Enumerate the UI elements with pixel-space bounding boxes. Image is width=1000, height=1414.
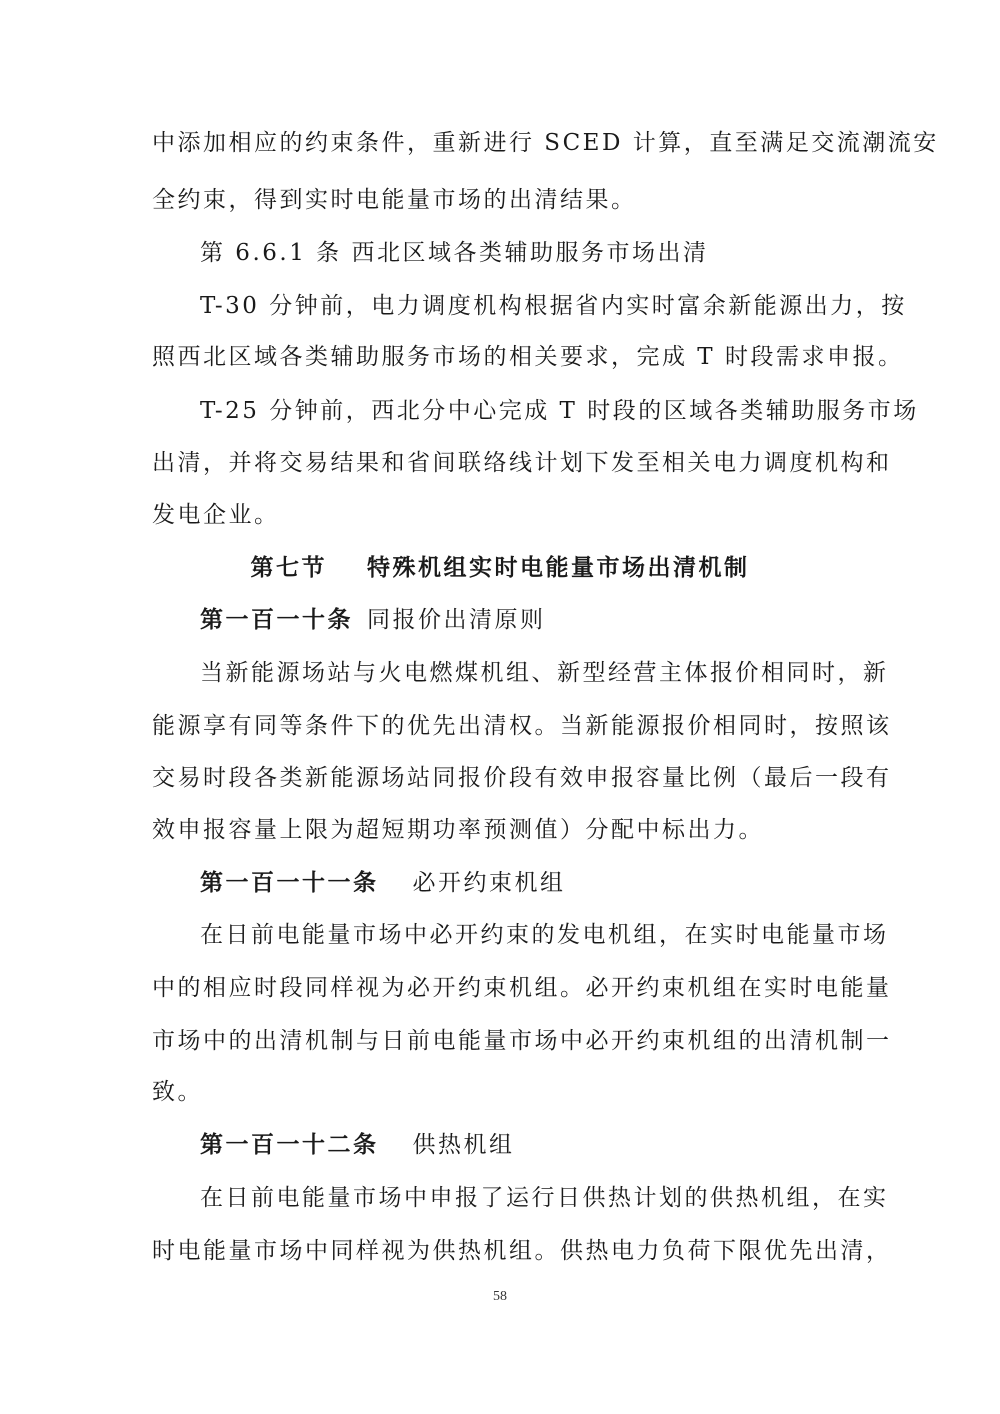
body-line: 当新能源场站与火电燃煤机组、新型经营主体报价相同时，新 [200,660,889,686]
body-line: 能源享有同等条件下的优先出清权。当新能源报价相同时，按照该 [152,713,892,739]
body-line: T-30 分钟前，电力调度机构根据省内实时富余新能源出力，按 [200,293,907,319]
article-title: 必开约束机组 [412,870,566,896]
section-number: 第七节 [250,554,327,581]
body-line: 致。 [152,1079,203,1105]
body-line: 发电企业。 [152,502,280,528]
page-number: 58 [493,1289,507,1304]
body-line: 在日前电能量市场中申报了运行日供热计划的供热机组，在实 [200,1185,889,1211]
article-heading [200,868,1000,898]
article-heading [200,1130,1000,1160]
body-line: 中的相应时段同样视为必开约束机组。必开约束机组在实时电能量 [152,975,892,1001]
article-title: 同报价出清原则 [367,607,546,633]
body-line: 交易时段各类新能源场站同报价段有效申报容量比例（最后一段有 [152,765,892,791]
article-number: 第一百一十二条 [200,1131,379,1158]
section-title: 特殊机组实时电能量市场出清机制 [367,554,750,581]
clause-heading: 第 6.6.1 条 西北区域各类辅助服务市场出清 [200,240,709,266]
body-line: 在日前电能量市场中必开约束的发电机组，在实时电能量市场 [200,922,889,948]
body-line: 全约束，得到实时电能量市场的出清结果。 [152,187,637,213]
body-line: 时电能量市场中同样视为供热机组。供热电力负荷下限优先出清， [152,1238,892,1264]
body-line: 中添加相应的约束条件，重新进行 SCED 计算，直至满足交流潮流安 [152,130,939,156]
article-title: 供热机组 [412,1132,515,1158]
body-line: T-25 分钟前，西北分中心完成 T 时段的区域各类辅助服务市场 [200,398,919,424]
body-line: 出清，并将交易结果和省间联络线计划下发至相关电力调度机构和 [152,450,892,476]
article-number: 第一百一十条 [200,606,353,633]
body-line: 市场中的出清机制与日前电能量市场中必开约束机组的出清机制一 [152,1028,892,1054]
body-line: 效申报容量上限为超短期功率预测值）分配中标出力。 [152,817,764,843]
article-heading [200,605,1000,635]
section-heading [0,553,1000,583]
body-line: 照西北区域各类辅助服务市场的相关要求，完成 T 时段需求申报。 [152,344,904,370]
article-number: 第一百一十一条 [200,869,379,896]
